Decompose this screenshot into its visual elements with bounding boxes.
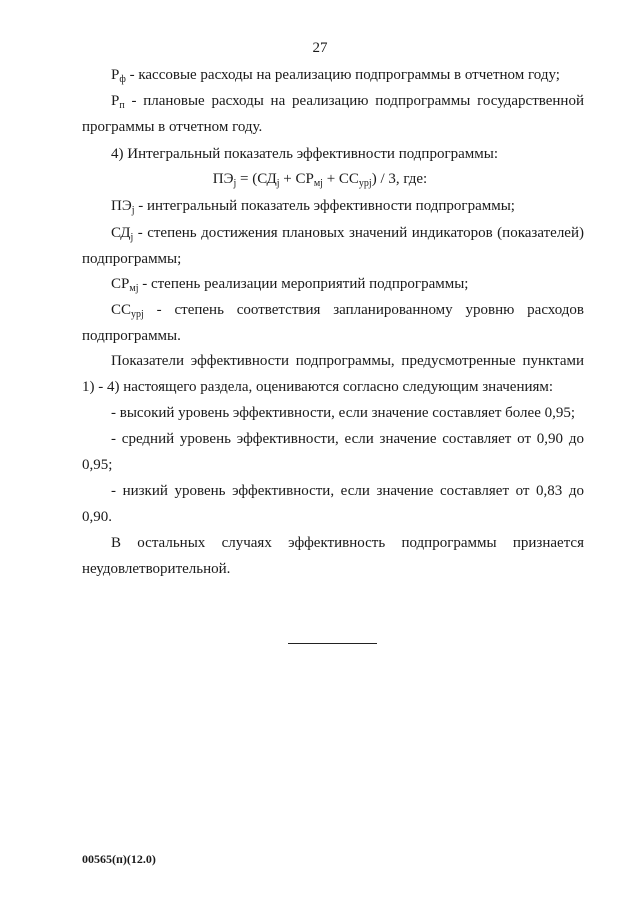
page-number: 27 [312, 40, 328, 56]
paragraph-sd: $СД_j$ - степень достижения плановых значений индикаторов (показателей) подпрограммы; [82, 225, 584, 267]
list-item-medium: - средний уровень эффективности, если значение составляет от 0,90 до 0,95; [82, 431, 584, 473]
paragraph-unsatisfactory: В остальных случаях эффективность подпрограммы признается неудовлетворительной. [82, 535, 584, 577]
list-item-low: - низкий уровень эффективности, если значение составляет от 0,83 до 0,90. [82, 483, 584, 525]
paragraph-rf: $Р_ф$ - кассовые расходы на реализацию подпрограммы в отчетном году; [111, 67, 560, 85]
paragraph-integral-heading: 4) Интегральный показатель эффективности подпрограммы: [111, 146, 498, 162]
integral-formula: $ПЭ_j = (СД_j + СР_{мj} + СС_{урj}) / 3$, где: [212, 171, 428, 189]
document-code: 00565(п)(12.0) [82, 852, 156, 866]
paragraph-sr: $СР_{мj}$ - степень реализации мероприятий подпрограммы; [111, 276, 469, 294]
list-item-high: - высокий уровень эффективности, если значение составляет более 0,95; [111, 405, 576, 421]
paragraph-pe: $ПЭ_j$ - интегральный показатель эффективности подпрограммы; [111, 198, 515, 216]
paragraph-indicators: Показатели эффективности подпрограммы, предусмотренные пунктами 1) - 4) настоящего раздела, оцениваются согласно следующим значениям: [82, 353, 584, 395]
paragraph-rp: $Р_п$ - плановые расходы на реализацию подпрограммы государственной программы в отчетном году. [82, 93, 584, 135]
paragraph-ss: $СС_{урj}$ - степень соответствия запланированному уровню расходов подпрограммы. [82, 302, 584, 344]
end-rule [288, 643, 377, 644]
